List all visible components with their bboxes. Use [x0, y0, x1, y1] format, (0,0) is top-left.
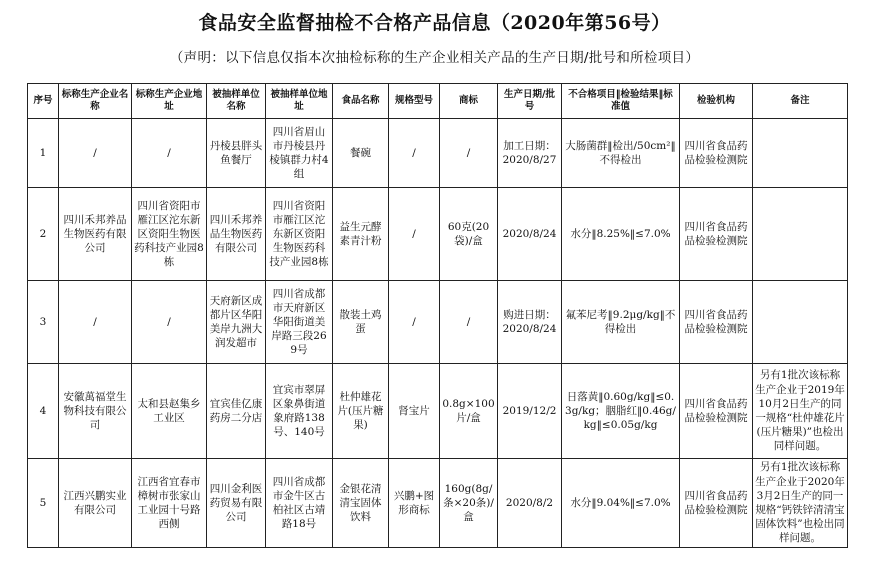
- table-cell: 宜宾佳亿康药房二分店: [207, 364, 266, 459]
- table-cell: [753, 188, 848, 281]
- table-cell: /: [440, 119, 498, 188]
- table-cell: /: [389, 119, 440, 188]
- table-cell: [753, 281, 848, 364]
- table-cell: 四川省成都市金牛区古柏社区古靖路18号: [266, 459, 333, 548]
- table-cell: 四川省眉山市丹棱县丹棱镇群力村4组: [266, 119, 333, 188]
- table-cell: 另有1批次该标称生产企业于2019年10月2日生产的同一规格“杜仲雄花片(压片糖果)”也检出同样问题。: [753, 364, 848, 459]
- table-cell: 四川省食品药品检验检测院: [680, 119, 753, 188]
- table-row: [28, 364, 848, 459]
- table-cell: 大肠菌群‖检出/50cm²‖不得检出: [562, 119, 680, 188]
- table-cell: /: [59, 281, 132, 364]
- table-cell: 天府新区成都片区华阳美岸九洲大润发超市: [207, 281, 266, 364]
- table-cell: 餐碗: [333, 119, 389, 188]
- table-cell: 加工日期：2020/8/27: [498, 119, 562, 188]
- table-cell: 购进日期：2020/8/24: [498, 281, 562, 364]
- table-cell: /: [389, 281, 440, 364]
- table-cell: 四川省资阳市雁江区沱东新区资阳生物医药科技产业园8栋: [132, 188, 207, 281]
- results-table: [27, 83, 848, 548]
- table-cell: 4: [28, 364, 59, 459]
- table-cell: [753, 119, 848, 188]
- table-row: [28, 188, 848, 281]
- table-cell: 2020/8/2: [498, 459, 562, 548]
- table-cell: 安徽萬福堂生物科技有限公司: [59, 364, 132, 459]
- table-cell: 水分‖9.04%‖≤7.0%: [562, 459, 680, 548]
- table-cell: 四川省食品药品检验检测院: [680, 281, 753, 364]
- header-cell: 商标: [440, 84, 498, 119]
- table-cell: 金银花清清宝固体饮料: [333, 459, 389, 548]
- table-cell: 四川省资阳市雁江区沱东新区资阳生物医药科技产业园8栋: [266, 188, 333, 281]
- header-cell: 食品名称: [333, 84, 389, 119]
- table-cell: 江西兴鹏实业有限公司: [59, 459, 132, 548]
- table-cell: /: [132, 281, 207, 364]
- table-cell: 四川禾邦养品生物医药有限公司: [207, 188, 266, 281]
- table-cell: /: [59, 119, 132, 188]
- table-cell: 160g(8g/条×20条)/盒: [440, 459, 498, 548]
- table-row: [28, 119, 848, 188]
- table-cell: 2019/12/2: [498, 364, 562, 459]
- table-cell: 杜仲雄花片(压片糖果): [333, 364, 389, 459]
- page-subtitle: （声明：以下信息仅指本次抽检标称的生产企业相关产品的生产日期/批号和所检项目）: [169, 50, 700, 66]
- header-cell: 被抽样单位地址: [266, 84, 333, 119]
- header-cell: 被抽样单位名称: [207, 84, 266, 119]
- table-cell: 江西省宜春市樟树市张家山工业园十号路西侧: [132, 459, 207, 548]
- table-row: [28, 281, 848, 364]
- table-row: [28, 459, 848, 548]
- header-cell: 生产日期/批号: [498, 84, 562, 119]
- header-cell: 序号: [28, 84, 59, 119]
- table-cell: 太和县赵集乡工业区: [132, 364, 207, 459]
- table-cell: 益生元酵素青汁粉: [333, 188, 389, 281]
- table-cell: 散装土鸡蛋: [333, 281, 389, 364]
- table-cell: 氟苯尼考‖9.2μg/kg‖不得检出: [562, 281, 680, 364]
- header-cell: 备注: [753, 84, 848, 119]
- table-cell: 1: [28, 119, 59, 188]
- table-cell: 四川金利医药贸易有限公司: [207, 459, 266, 548]
- table-cell: 60克(20袋)/盒: [440, 188, 498, 281]
- table-cell: 四川省食品药品检验检测院: [680, 459, 753, 548]
- header-cell: 标称生产企业名称: [59, 84, 132, 119]
- table-cell: 四川省食品药品检验检测院: [680, 188, 753, 281]
- table-cell: 四川禾邦养品生物医药有限公司: [59, 188, 132, 281]
- table-cell: 四川省成都市天府新区华阳街道美岸路三段269号: [266, 281, 333, 364]
- header-cell: 标称生产企业地址: [132, 84, 207, 119]
- table-cell: /: [440, 281, 498, 364]
- table-cell: 宜宾市翠屏区象鼻街道象府路138号、140号: [266, 364, 333, 459]
- page-title: 食品安全监督抽检不合格产品信息（2020年第56号）: [198, 12, 671, 34]
- header-cell: 规格型号: [389, 84, 440, 119]
- table-cell: 日落黄‖0.60g/kg‖≤0.3g/kg；胭脂红‖0.46g/kg‖≤0.05g/kg: [562, 364, 680, 459]
- table-cell: 另有1批次该标称生产企业于2020年3月2日生产的同一规格“钙铁锌清清宝固体饮料”也检出同样问题。: [753, 459, 848, 548]
- header-cell: 不合格项目‖检验结果‖标准值: [562, 84, 680, 119]
- header-row: [28, 84, 848, 119]
- table-cell: 3: [28, 281, 59, 364]
- table-cell: 丹棱县胖头鱼餐厅: [207, 119, 266, 188]
- table-cell: 5: [28, 459, 59, 548]
- table-cell: 肾宝片: [389, 364, 440, 459]
- table-cell: 水分‖8.25%‖≤7.0%: [562, 188, 680, 281]
- table-cell: /: [389, 188, 440, 281]
- table-cell: 2020/8/24: [498, 188, 562, 281]
- table-cell: 0.8g×100片/盒: [440, 364, 498, 459]
- table-cell: 兴鹏+图形商标: [389, 459, 440, 548]
- table-cell: 四川省食品药品检验检测院: [680, 364, 753, 459]
- header-cell: 检验机构: [680, 84, 753, 119]
- table-cell: /: [132, 119, 207, 188]
- table-cell: 2: [28, 188, 59, 281]
